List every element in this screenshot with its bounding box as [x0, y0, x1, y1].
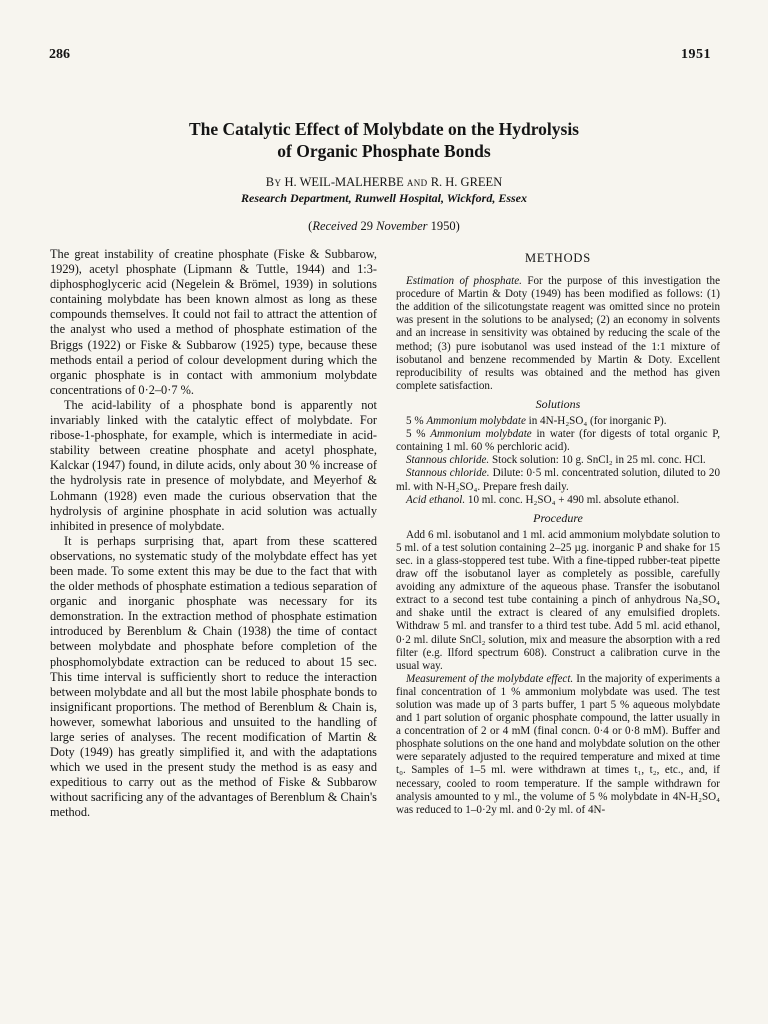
measurement-body: In the majority of experiments a final concentration of 1 % ammonium molybdate was used. The test solution was made up of 3 parts buffer, 1 part 5 % aqueous molybdate and 1 part solution of organic phosphate compound, the latter usually in a concentration of 2 or 4 mM (final concn. 0·4 or 0·8 mM). Buffer and phosphate solutions on the one hand and molybdate solution on the other were separately adjusted to the required temperature and mixed at time t₀. Samples of 1–5 ml. were withdrawn at times t₁, t₂, etc., and, if necessary, cooled to room temperature. If the sample withdrawn for analysis amounted to y ml., the volume of 5 % molybdate in 4N-H₂SO₄ was reduced to 1–0·2y ml. and 0·2y ml. of 4N- — [396, 672, 720, 816]
solution-5-body: 10 ml. conc. H₂SO₄ + 490 ml. absolute ethanol. — [465, 493, 680, 506]
affiliation: Research Department, Runwell Hospital, Wickford, Essex — [240, 191, 528, 205]
solution-4-body: Dilute: 0·5 ml. concentrated solution, diluted to 20 ml. with N-H₂SO₄. Prepare fresh daily. — [396, 467, 720, 493]
estimation-paragraph — [396, 275, 720, 393]
procedure-heading: Procedure — [533, 510, 583, 525]
authors-and: and — [406, 175, 428, 189]
solution-4 — [396, 467, 720, 493]
methods-heading: METHODS — [524, 251, 592, 265]
right-column — [396, 252, 720, 817]
article-title — [84, 118, 684, 162]
solution-3-lead: Stannous chloride. — [406, 454, 490, 467]
estimation-lead: Estimation of phosphate. — [406, 275, 522, 288]
solution-4-lead: Stannous chloride. — [406, 467, 490, 480]
intro-paragraph-2: The acid-lability of a phosphate bond is apparently not invariably linked with the catalytic effect of molybdate. For ribose-1-phosphate, for example, which is intermediate in acid-stability between creatine phosphate and acetyl phosphate, Kalckar (1947) found, in dilute acids, only about 30 % increase of the hydrolysis rate in presence of molybdate, and Meyerhof & Lohmann (1928) even made the curious observation that the hydrolysis of arginine phosphate in acid solution was actually inhibited in presence of molybdate. — [50, 397, 377, 533]
solution-1-pre: 5 % — [406, 415, 427, 428]
author-line — [84, 175, 684, 190]
title-line-2: of Organic Phosphate Bonds — [277, 141, 491, 161]
solution-2-lead: Ammonium molybdate — [430, 428, 532, 441]
solution-2-body: in water (for digests of total organic P, containing 1 ml. 60 % perchloric acid). — [396, 428, 720, 454]
received-month: November — [376, 219, 428, 233]
author-2: R. H. GREEN — [430, 175, 503, 189]
year-label: 1951 — [681, 47, 711, 62]
solutions-heading: Solutions — [535, 396, 581, 411]
measurement-lead: Measurement of the molybdate effect. — [406, 672, 574, 685]
solution-1-lead: Ammonium molybdate — [426, 415, 526, 428]
received-label: Received — [312, 219, 358, 233]
solution-5-lead: Acid ethanol. — [406, 493, 466, 506]
received-date: 29 — [360, 219, 374, 233]
author-1: H. WEIL-MALHERBE — [284, 175, 404, 189]
authors-prefix: By — [265, 175, 282, 189]
solution-3 — [396, 454, 720, 467]
received-year: 1950) — [430, 219, 460, 233]
left-column — [50, 247, 377, 821]
measurement-paragraph — [396, 673, 720, 817]
solution-1-body: in 4N-H₂SO₄ (for inorganic P). — [525, 415, 667, 428]
solution-5 — [396, 494, 720, 507]
procedure-paragraph: Add 6 ml. isobutanol and 1 ml. acid ammonium molybdate solution to 5 ml. of a test solution containing 2–25 µg. inorganic P and shake for 15 sec. in a glass-stoppered test tube. With a fine-tipped rubber-teat pipette draw off the isobutanol layer as completely as possible, carefully avoiding any admixture of the aqueous phase. Transfer the isobutanol extract to a second test tube containing a pinch of anhydrous Na₂SO₄ and shake until the extract is cleared of any emulsified droplets. Withdraw 5 ml. and transfer to a third test tube. Add 5 ml. acid ethanol, 0·2 ml. dilute SnCl₂ solution, mix and measure the absorption with a red filter (e.g. Ilford spectrum 608). Construct a calibration curve in the usual way. — [396, 528, 720, 672]
intro-paragraph-3: It is perhaps surprising that, apart from these scattered observations, no systematic study of the molybdate effect has yet been made. To some extent this may be due to the fact that with the older methods of phosphate estimation a tedious separation of organic and inorganic phosphate was necessary for its demonstration. In the extraction method of phosphate estimation introduced by Berenblum & Chain (1938) the time of contact between molybdate and phosphate before completion of the phosphomolybdate extraction can be reduced to about 15 sec. This time interval is sufficiently short to reduce the interaction between molybdate and all but the most labile phosphate bonds to insignificant proportions. The method of Berenblum & Chain is, however, somewhat laborious and unsuited to the handling of large series of analyses. The recent modification of Martin & Doty (1949) has greatly simplified it, and with the adaptations which we used in the present study the method is as easy and expeditious to carry out as the method of Fiske & Subbarow without sacrificing any of the advantages of Berenblum & Chain's method. — [50, 533, 377, 820]
intro-paragraph-1: The great instability of creatine phosphate (Fiske & Subbarow, 1929), acetyl phosphate (Lipmann & Tuttle, 1944) and 1:3-diphosphoglyceric acid (Negelein & Brömel, 1939) in solutions containing molybdate has been known almost as long as these compounds themselves. It could not fail to attract the attention of the analyst who used a method of phosphate estimation of the Briggs (1922) or Fiske & Subbarow (1925) type, because these methods entail a period of colour development during which the organic phosphate is in contact with ammonium molybdate concentrations of 0·2–0·7 %. — [50, 247, 377, 397]
estimation-body: For the purpose of this investigation the procedure of Martin & Doty (1949) has been modified as follows: (1) the addition of the silicotungstate reagent was omitted since no protein was present in the solutions to be analysed; (2) an economy in solvents and an increase in sensitivity was obtained by reducing the scale of the method; (3) pure isobutanol was used instead of the 1:1 mixture of isobutanol and benzene recommended by Martin & Doty. Excellent reproducibility of results was obtained and the method has given complete satisfaction. — [396, 275, 720, 392]
received-open: ( — [308, 219, 313, 233]
received-line — [84, 219, 684, 234]
page-number: 286 — [49, 47, 70, 62]
solution-2-pre: 5 % — [406, 428, 431, 441]
solution-3-body: Stock solution: 10 g. SnCl₂ in 25 ml. conc. HCl. — [489, 454, 706, 467]
solution-2 — [396, 428, 720, 454]
solution-1 — [396, 415, 720, 428]
title-line-1: The Catalytic Effect of Molybdate on the Hydrolysis — [189, 119, 579, 139]
